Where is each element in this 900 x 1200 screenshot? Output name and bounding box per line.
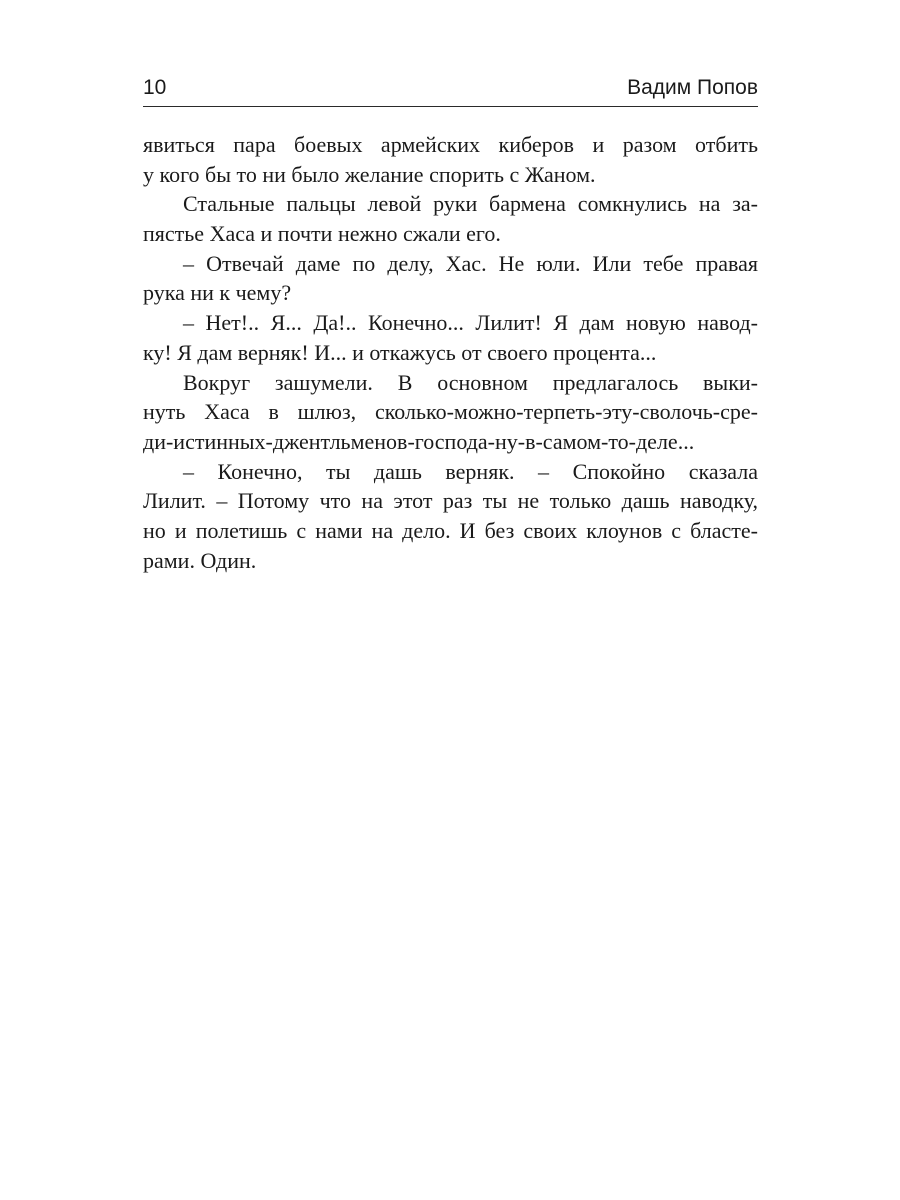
text-line: Лилит. – Потому что на этот раз ты не только дашь наводку,: [143, 488, 758, 514]
text-line: Стальные пальцы левой руки бармена сомкнулись на за-: [183, 191, 758, 217]
text-line: нуть Хаса в шлюз, сколько-можно-терпеть-эту-сволочь-сре-: [143, 399, 758, 425]
text-line: рами. Один.: [143, 547, 257, 573]
text-line: – Нет!.. Я... Да!.. Конечно... Лилит! Я дам новую навод-: [183, 310, 758, 336]
text-line: ди-истинных-джентльменов-господа-ну-в-самом-то-деле...: [143, 428, 695, 454]
text-line: у кого бы то ни было желание спорить с Жаном.: [143, 161, 596, 187]
page-number: 10: [143, 76, 167, 99]
text-line: но и полетишь с нами на дело. И без своих клоунов с бласте-: [143, 517, 758, 543]
running-head-author: Вадим Попов: [627, 76, 758, 99]
text-line: – Отвечай даме по делу, Хас. Не юли. Или тебе правая: [183, 250, 758, 276]
text-line: пястье Хаса и почти нежно сжали его.: [143, 221, 501, 247]
text-line: – Конечно, ты дашь верняк. – Спокойно сказала: [183, 458, 758, 484]
text-line: Вокруг зашумели. В основном предлагалось выки-: [183, 369, 758, 395]
text-line: явиться пара боевых армейских киберов и разом отбить: [143, 132, 758, 157]
body-text: [143, 130, 758, 575]
page-header: [143, 72, 758, 107]
text-line: ку! Я дам верняк! И... и откажусь от своего процента...: [143, 339, 657, 365]
text-line: рука ни к чему?: [143, 280, 292, 306]
